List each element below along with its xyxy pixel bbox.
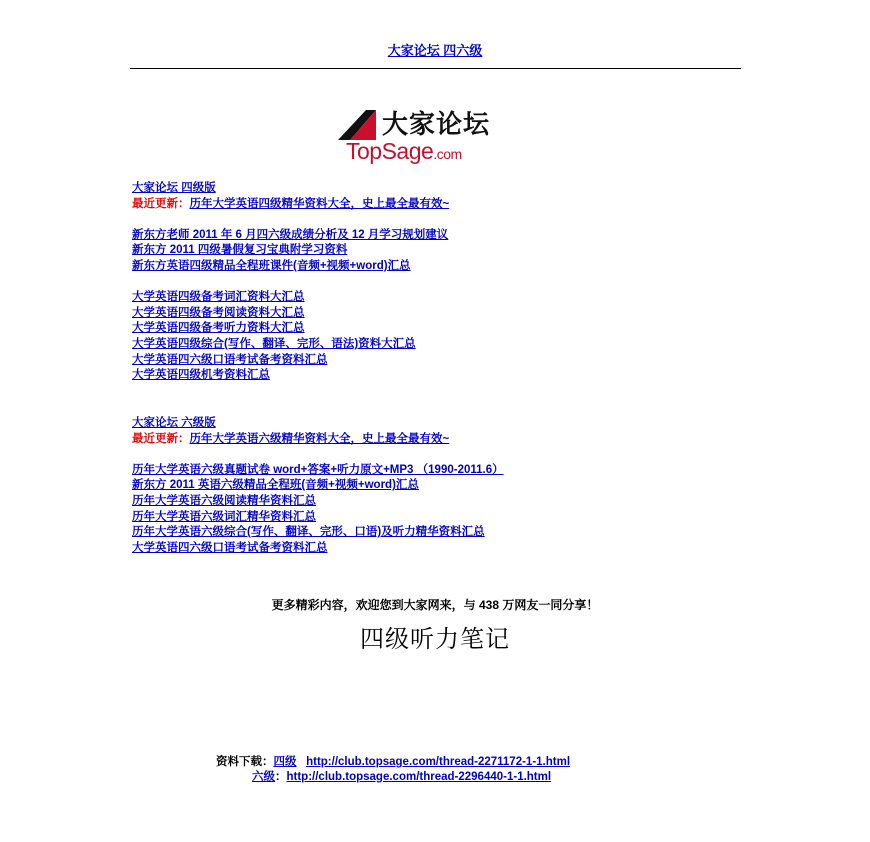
list-item[interactable]: 大学英语四级机考资料汇总 — [132, 369, 270, 382]
topsage-logo — [336, 104, 516, 168]
download-label: 资料下载： — [216, 756, 274, 768]
list-item[interactable]: 历年大学英语六级真题试卷 word+答案+听力原文+MP3 （1990-2011.6） — [132, 463, 504, 476]
download-colon: ： — [275, 771, 287, 783]
header-link[interactable]: 大家论坛 四六级 — [387, 43, 483, 58]
list-item[interactable]: 大学英语四级备考词汇资料大汇总 — [132, 291, 305, 304]
page-header — [0, 40, 870, 59]
list-item[interactable]: 新东方 2011 英语六级精品全程班(音频+视频+word)汇总 — [132, 479, 419, 492]
download-line-cet4 — [0, 753, 870, 769]
logo-flag-icon — [336, 108, 380, 142]
download-cet6-label[interactable]: 六级 — [252, 771, 275, 783]
logo-en-text: TopSage.com — [346, 138, 462, 164]
document-title: 四级听力笔记 — [360, 625, 510, 653]
cet6-section — [132, 416, 504, 556]
download-line-cet6 — [0, 768, 870, 784]
download-cet4-url[interactable]: http://club.topsage.com/thread-2271172-1-1.html — [306, 756, 571, 768]
list-item[interactable]: 新东方老师 2011 年 6 月四六级成绩分析及 12 月学习规划建议 — [132, 228, 449, 241]
list-item[interactable]: 大学英语四六级口语考试备考资料汇总 — [132, 353, 328, 366]
download-cet6-url[interactable]: http://club.topsage.com/thread-2296440-1-1.html — [286, 771, 552, 783]
promo-text: 更多精彩内容，欢迎您到大家网来，与 438 万网友一同分享！ — [271, 598, 599, 612]
cet6-latest-label: 最近更新： — [132, 432, 190, 445]
cet6-section-title[interactable]: 大家论坛 六级版 — [132, 417, 216, 429]
list-item[interactable]: 大学英语四级备考听力资料大汇总 — [132, 322, 305, 335]
cet4-section-title[interactable]: 大家论坛 四级版 — [132, 182, 216, 194]
list-item[interactable]: 历年大学英语六级词汇精华资料汇总 — [132, 510, 316, 523]
list-item[interactable]: 新东方 2011 四级暑假复习宝典附学习资料 — [132, 244, 348, 257]
list-item[interactable]: 大学英语四级综合(写作、翻译、完形、语法)资料大汇总 — [132, 337, 416, 350]
list-item[interactable]: 大学英语四级备考阅读资料大汇总 — [132, 306, 305, 319]
list-item[interactable]: 新东方英语四级精品全程班课件(音频+视频+word)汇总 — [132, 259, 411, 272]
cet6-latest-link[interactable]: 历年大学英语六级精华资料大全，史上最全最有效~ — [189, 432, 450, 445]
cet4-section — [132, 181, 449, 384]
header-rule — [130, 68, 741, 69]
cet4-latest-label: 最近更新： — [132, 197, 190, 210]
cet4-latest-link[interactable]: 历年大学英语四级精华资料大全，史上最全最有效~ — [189, 197, 450, 210]
logo-cn-text: 大家论坛 — [382, 110, 491, 140]
list-item[interactable]: 历年大学英语六级综合(写作、翻译、完形、口语)及听力精华资料汇总 — [132, 526, 485, 539]
download-cet4-label[interactable]: 四级 — [273, 756, 297, 768]
list-item[interactable]: 历年大学英语六级阅读精华资料汇总 — [132, 494, 316, 507]
list-item[interactable]: 大学英语四六级口语考试备考资料汇总 — [132, 541, 328, 554]
